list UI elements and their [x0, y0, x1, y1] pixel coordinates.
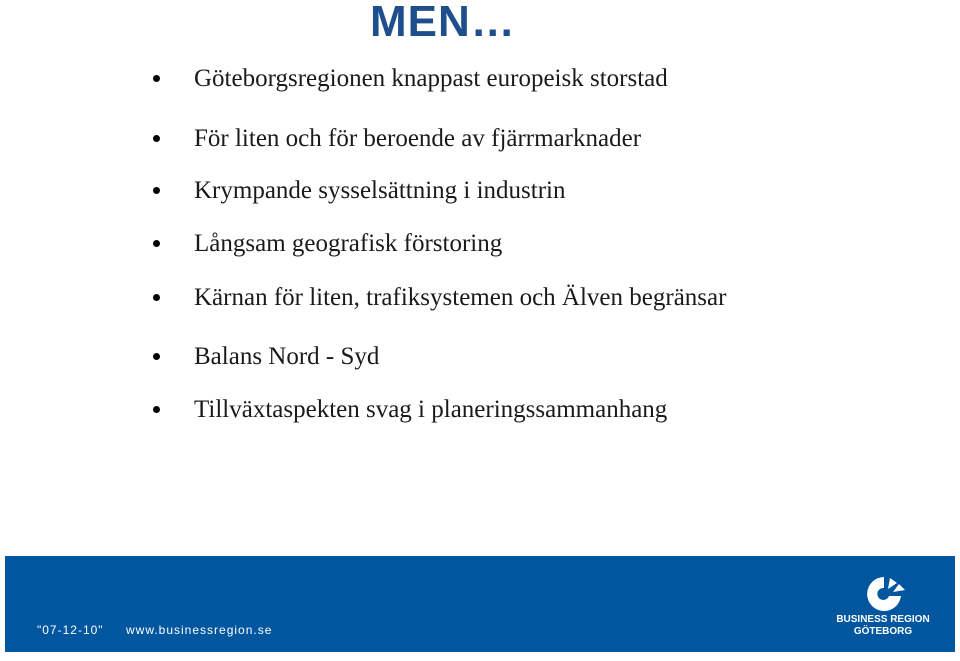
bullet-text: Göteborgsregionen knappast europeisk storstad	[194, 65, 668, 92]
footer-url-link[interactable]: www.businessregion.se	[126, 623, 273, 637]
bullet-text: Kärnan för liten, trafiksystemen och Älven begränsar	[194, 284, 727, 311]
bullet-dot-icon	[153, 187, 160, 194]
bullet-item	[0, 174, 960, 208]
bullet-item	[0, 340, 960, 374]
logo-text-line-1: BUSINESS REGION	[836, 614, 930, 625]
bullet-dot-icon	[153, 135, 160, 142]
bullet-item	[0, 62, 960, 96]
logo-text-line-2: GÖTEBORG	[853, 626, 913, 637]
business-region-logo	[823, 574, 943, 644]
logo-mark-icon	[861, 574, 907, 614]
bullet-dot-icon	[153, 406, 160, 413]
bullet-item	[0, 227, 960, 261]
bullet-item	[0, 393, 960, 427]
footer-band	[5, 556, 955, 652]
footer-date: "07-12-10"	[37, 623, 104, 637]
bullet-item	[0, 281, 960, 315]
slide-title: MEN…	[370, 0, 516, 46]
bullet-dot-icon	[153, 240, 160, 247]
bullet-text: Tillväxtaspekten svag i planeringssammanhang	[194, 396, 668, 423]
bullet-text: För liten och för beroende av fjärrmarknader	[194, 125, 642, 152]
bullet-dot-icon	[153, 353, 160, 360]
bullet-text: Långsam geografisk förstoring	[194, 230, 503, 257]
bullet-text: Balans Nord - Syd	[194, 343, 380, 370]
bullet-dot-icon	[153, 294, 160, 301]
bullet-text: Krympande sysselsättning i industrin	[194, 177, 566, 204]
bullet-dot-icon	[153, 75, 160, 82]
bullet-item	[0, 122, 960, 156]
